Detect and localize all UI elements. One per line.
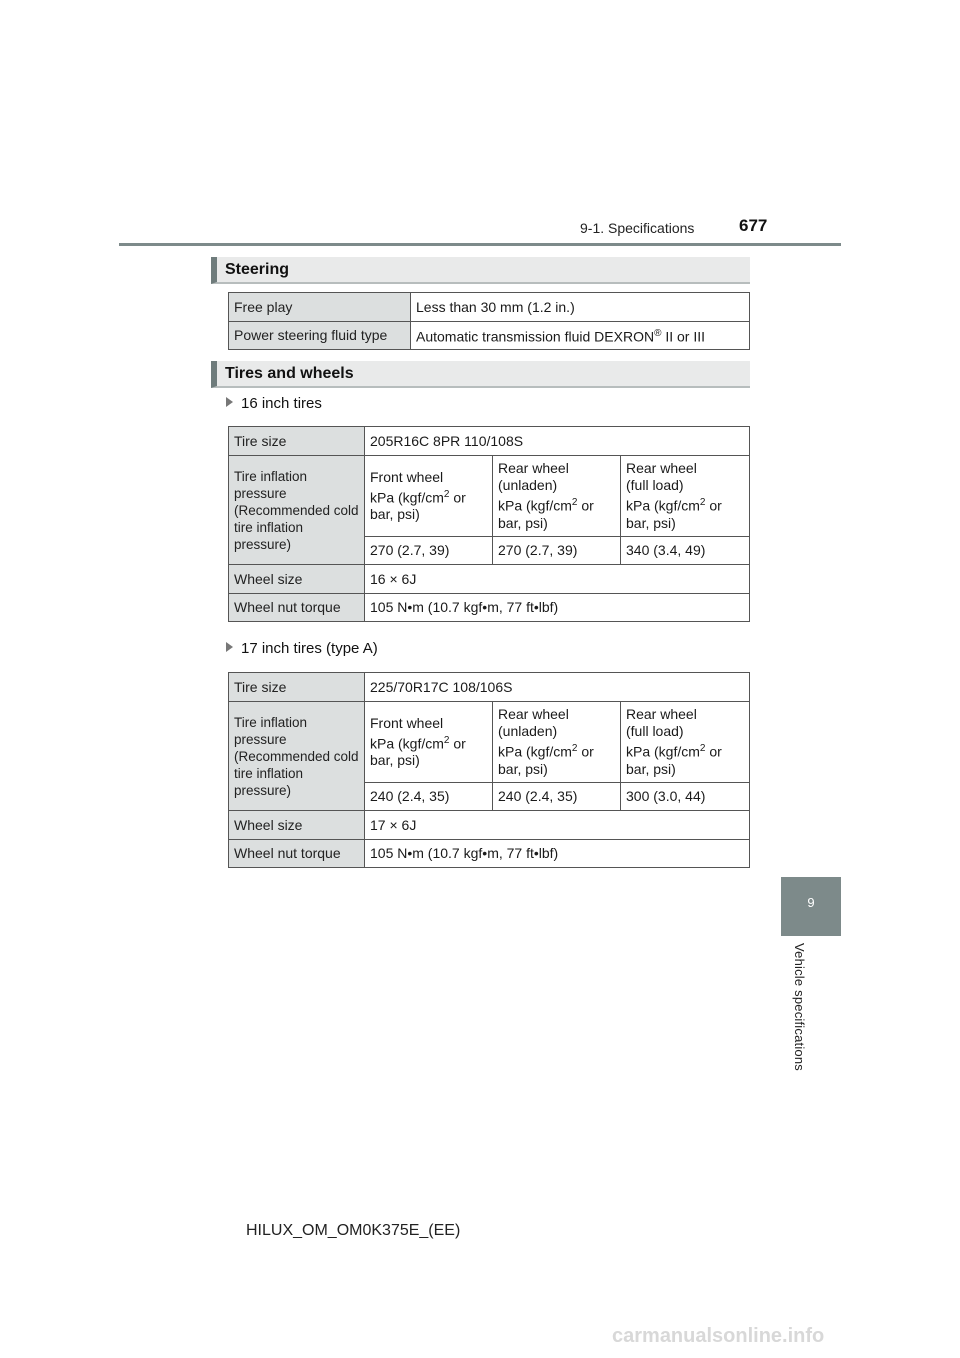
tire-size-label: Tire size xyxy=(229,673,365,702)
chapter-tab[interactable] xyxy=(781,877,841,936)
tires-heading xyxy=(211,361,750,388)
pressure-label: Tire inflation pressure (Recommended cold tire inflation pressure) xyxy=(229,702,365,811)
front-wheel-header xyxy=(365,702,493,783)
unladen-line: (unladen) xyxy=(498,477,558,494)
unit-or: or xyxy=(449,489,466,506)
bullet-triangle-icon xyxy=(226,642,233,652)
unit-line-2: bar, psi) xyxy=(626,760,676,777)
unladen-line: (unladen) xyxy=(498,723,558,740)
unit-line: kPa (kgf/cm xyxy=(370,735,444,752)
unit-or: or xyxy=(577,743,594,760)
unit-line: kPa (kgf/cm xyxy=(626,743,700,760)
table-row xyxy=(229,456,750,537)
table-row xyxy=(229,427,750,456)
unit-sup: 2 xyxy=(443,488,450,500)
pressure-label: Tire inflation pressure (Recommended cold tire inflation pressure) xyxy=(229,456,365,565)
bullet-triangle-icon xyxy=(226,397,233,407)
section-title: 9-1. Specifications xyxy=(580,220,695,236)
table-row xyxy=(229,840,750,868)
subtitle-text: 16 inch tires xyxy=(241,395,322,412)
document-id: HILUX_OM_OM0K375E_(EE) xyxy=(246,1222,461,1239)
header-rule xyxy=(119,243,841,246)
rear-wheel-line: Rear wheel xyxy=(498,460,569,477)
wheel-size-label: Wheel size xyxy=(229,811,365,840)
unit-line-2: bar, psi) xyxy=(498,760,548,777)
table-row xyxy=(229,594,750,622)
steering-table xyxy=(228,292,750,350)
tire-size-value: 205R16C 8PR 110/108S xyxy=(365,427,750,456)
fluid-type-value xyxy=(411,322,750,350)
wheel-size-value: 17 × 6J xyxy=(365,811,750,840)
steering-heading xyxy=(211,257,750,284)
steering-heading-text: Steering xyxy=(225,261,290,278)
unit-line: kPa (kgf/cm xyxy=(626,497,700,514)
front-wheel-header xyxy=(365,456,493,537)
rear-unladen-pressure-value: 240 (2.4, 35) xyxy=(493,783,621,811)
table-row xyxy=(229,565,750,594)
rear-unladen-header xyxy=(493,456,621,537)
unit-line: kPa (kgf/cm xyxy=(498,497,572,514)
tire-table-17 xyxy=(228,672,750,868)
torque-value: 105 N•m (10.7 kgf•m, 77 ft•lbf) xyxy=(365,840,750,868)
unit-or: or xyxy=(449,735,466,752)
unit-sup: 2 xyxy=(699,497,706,509)
free-play-label: Free play xyxy=(229,293,411,322)
rear-full-pressure-value: 300 (3.0, 44) xyxy=(621,783,750,811)
table-row xyxy=(229,293,750,322)
full-load-line: (full load) xyxy=(626,477,684,494)
chapter-label: Vehicle specifications xyxy=(792,943,807,1071)
torque-label: Wheel nut torque xyxy=(229,840,365,868)
table-row xyxy=(229,702,750,783)
unit-or: or xyxy=(705,497,722,514)
front-wheel-line: Front wheel xyxy=(370,468,444,485)
unit-sup: 2 xyxy=(443,734,450,746)
unit-sup: 2 xyxy=(699,743,706,755)
unit-line: kPa (kgf/cm xyxy=(370,489,444,506)
fluid-type-label: Power steering fluid type xyxy=(229,322,411,350)
front-pressure-value: 240 (2.4, 35) xyxy=(365,783,493,811)
rear-unladen-header xyxy=(493,702,621,783)
unit-sup: 2 xyxy=(571,497,578,509)
chapter-number: 9 xyxy=(807,895,815,910)
subtitle-16-inch xyxy=(226,395,322,412)
rear-wheel-line: Rear wheel xyxy=(626,706,697,723)
unit-or: or xyxy=(705,743,722,760)
tire-size-value: 225/70R17C 108/106S xyxy=(365,673,750,702)
rear-full-header xyxy=(621,702,750,783)
rear-wheel-line: Rear wheel xyxy=(498,706,569,723)
rear-full-header xyxy=(621,456,750,537)
table-row xyxy=(229,811,750,840)
fluid-type-grade: II or III xyxy=(661,328,706,345)
rear-wheel-line: Rear wheel xyxy=(626,460,697,477)
watermark: carmanualsonline.info xyxy=(612,1325,825,1347)
free-play-value: Less than 30 mm (1.2 in.) xyxy=(411,293,750,322)
subtitle-text: 17 inch tires (type A) xyxy=(241,640,378,657)
front-wheel-line: Front wheel xyxy=(370,714,444,731)
unit-or: or xyxy=(577,497,594,514)
rear-unladen-pressure-value: 270 (2.7, 39) xyxy=(493,537,621,565)
tires-heading-text: Tires and wheels xyxy=(225,365,354,382)
rear-full-pressure-value: 340 (3.4, 49) xyxy=(621,537,750,565)
full-load-line: (full load) xyxy=(626,723,684,740)
subtitle-17-inch xyxy=(226,640,378,657)
unit-line-2: bar, psi) xyxy=(498,514,548,531)
wheel-size-value: 16 × 6J xyxy=(365,565,750,594)
table-row xyxy=(229,322,750,350)
unit-line-2: bar, psi) xyxy=(370,506,420,523)
table-row xyxy=(229,673,750,702)
unit-sup: 2 xyxy=(571,743,578,755)
fluid-type-text: Automatic transmission fluid DEXRON xyxy=(416,328,655,345)
torque-label: Wheel nut torque xyxy=(229,594,365,622)
front-pressure-value: 270 (2.7, 39) xyxy=(365,537,493,565)
unit-line-2: bar, psi) xyxy=(626,514,676,531)
torque-value: 105 N•m (10.7 kgf•m, 77 ft•lbf) xyxy=(365,594,750,622)
tire-size-label: Tire size xyxy=(229,427,365,456)
page-number: 677 xyxy=(739,216,768,235)
unit-line: kPa (kgf/cm xyxy=(498,743,572,760)
tire-table-16 xyxy=(228,426,750,622)
registered-mark: ® xyxy=(654,328,662,340)
wheel-size-label: Wheel size xyxy=(229,565,365,594)
unit-line-2: bar, psi) xyxy=(370,752,420,769)
